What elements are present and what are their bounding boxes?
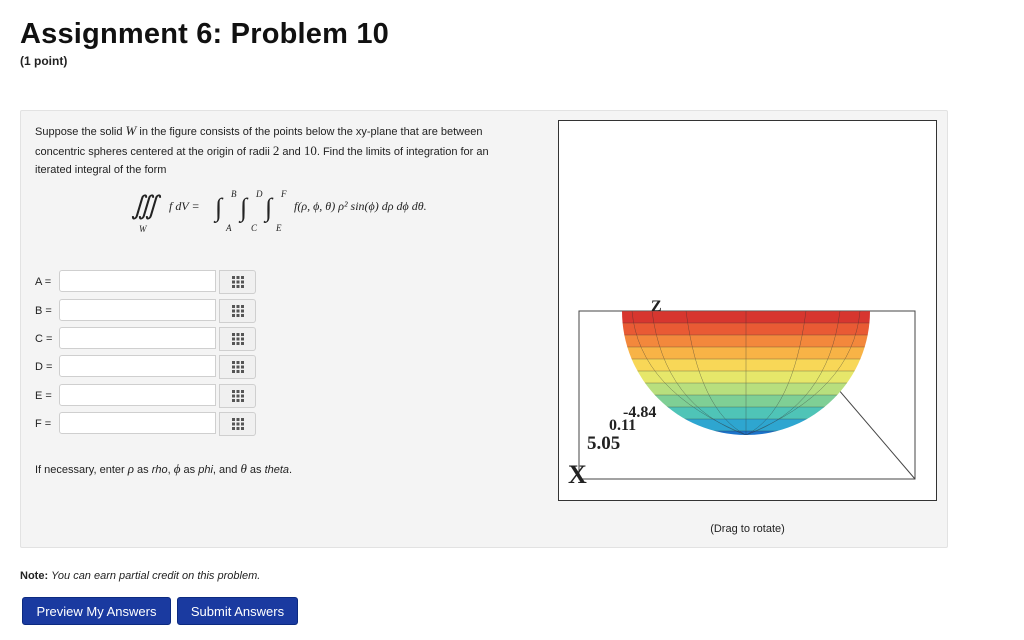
input-hint: If necessary, enter ρ as rho, ϕ as phi, and θ as theta. — [35, 461, 293, 476]
triple-integral-sign: ∭ — [131, 191, 159, 220]
answer-label-c: C = — [35, 333, 53, 345]
note — [20, 570, 260, 582]
equation-editor-button-e[interactable] — [219, 384, 256, 408]
answer-input-e[interactable] — [59, 384, 216, 406]
integral-lhs: f dV = — [169, 199, 200, 213]
answer-input-a[interactable] — [59, 270, 216, 292]
integral-formula — [131, 186, 461, 236]
answer-label-a: A = — [35, 276, 52, 288]
grid-icon — [232, 276, 244, 288]
equation-editor-button-f[interactable] — [219, 412, 256, 436]
answer-label-e: E = — [35, 390, 52, 402]
radius-outer: 10 — [303, 142, 317, 158]
integral-sign: ∫ — [265, 193, 273, 222]
equation-editor-button-b[interactable] — [219, 299, 256, 323]
note-text: You can earn partial credit on this problem. — [51, 570, 261, 582]
answer-input-c[interactable] — [59, 327, 216, 349]
3d-graph[interactable] — [558, 120, 937, 501]
points-label: (1 point) — [20, 54, 68, 68]
note-label: Note: — [20, 570, 49, 582]
preview-answers-button[interactable]: Preview My Answers — [22, 597, 171, 625]
equation-editor-button-d[interactable] — [219, 355, 256, 379]
limit-d: D — [256, 189, 263, 199]
tick-label-2: 0.11 — [609, 417, 637, 434]
drag-caption: (Drag to rotate) — [710, 523, 785, 535]
integral-sign: ∫ — [215, 193, 223, 222]
answer-input-f[interactable] — [59, 412, 216, 434]
answer-label-b: B = — [35, 305, 52, 317]
grid-icon — [232, 390, 244, 402]
limit-a: A — [226, 223, 232, 233]
page-title: Assignment 6: Problem 10 — [20, 18, 390, 50]
integrand: f(ρ, ϕ, θ) ρ² sin(ϕ) dρ dϕ dθ. — [294, 199, 427, 213]
integral-region: W — [139, 224, 147, 234]
limit-e: E — [276, 223, 282, 233]
problem-statement: Suppose the solid W in the figure consists of the points below the xy-plane that are between concentric spheres centered at the origin of radii 2 and 10. Find the limits of integration for an iterated integral of the form — [35, 123, 489, 176]
solid-variable: W — [125, 123, 137, 138]
radius-inner: 2 — [272, 142, 280, 158]
answer-input-d[interactable] — [59, 355, 216, 377]
answer-input-b[interactable] — [59, 299, 216, 321]
grid-icon — [232, 418, 244, 430]
submit-answers-button[interactable]: Submit Answers — [177, 597, 298, 625]
grid-icon — [232, 333, 244, 345]
limit-f: F — [281, 189, 287, 199]
limit-c: C — [251, 223, 258, 233]
answer-label-f: F = — [35, 418, 52, 430]
equation-editor-button-a[interactable] — [219, 270, 256, 294]
equation-editor-button-c[interactable] — [219, 327, 256, 351]
hemisphere-surface — [619, 311, 879, 461]
answer-label-d: D = — [35, 361, 53, 373]
z-axis-label: Z — [651, 298, 662, 315]
hemisphere-plot[interactable] — [559, 121, 936, 500]
problem-panel — [20, 110, 948, 548]
grid-icon — [232, 305, 244, 317]
limit-b: B — [231, 189, 237, 199]
tick-label-3: 5.05 — [587, 433, 621, 454]
tick-label-1: -4.84 — [623, 404, 657, 421]
x-axis-label: X — [568, 460, 587, 489]
integral-sign: ∫ — [240, 193, 248, 222]
grid-icon — [232, 361, 244, 373]
